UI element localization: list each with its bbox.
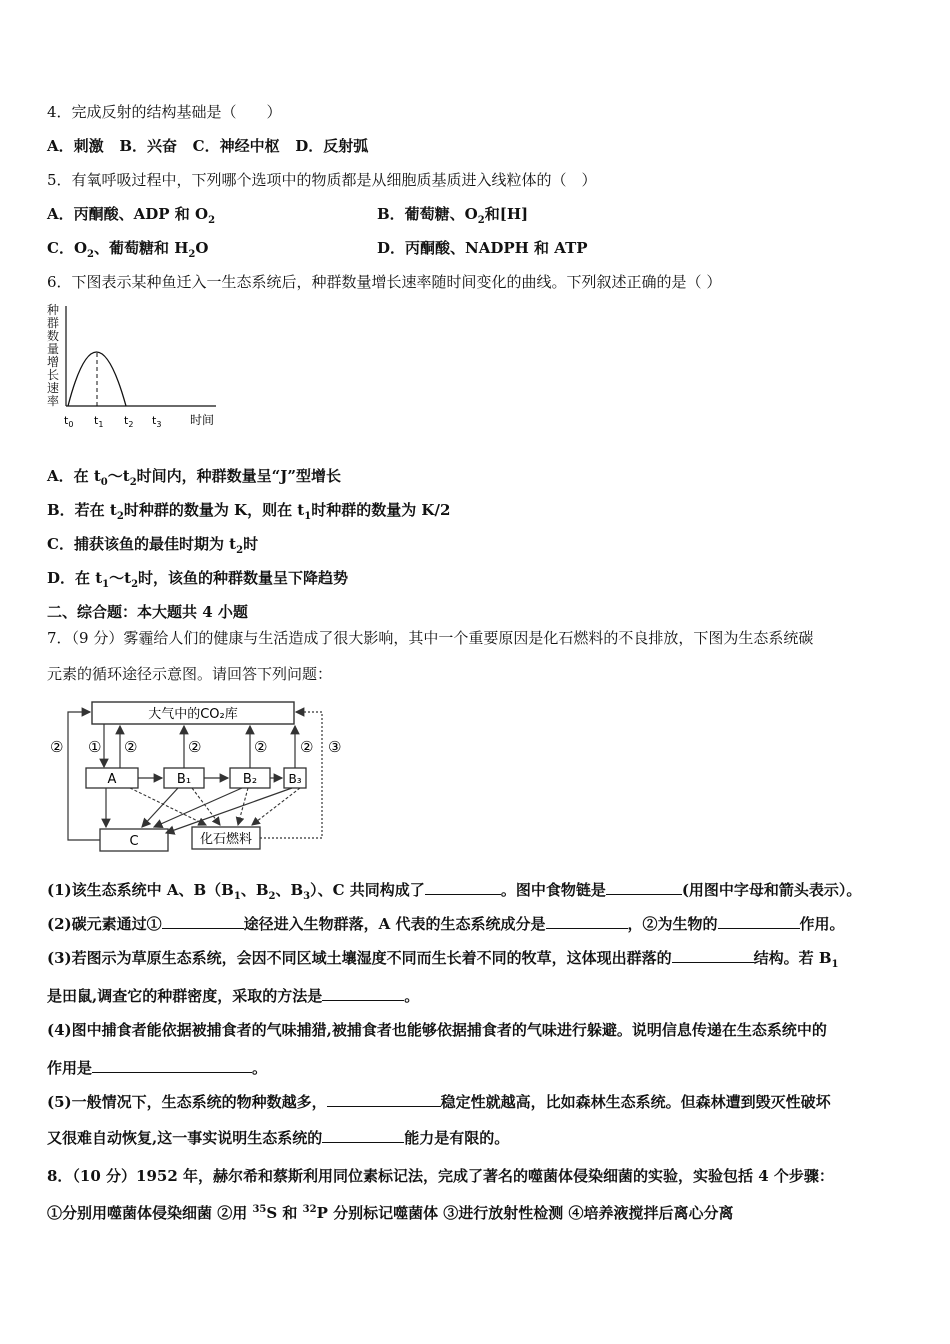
arrow-b3-to-c — [166, 788, 292, 833]
q4-option-b: B．兴奋 — [119, 137, 177, 155]
tick-t0: $t_0$ — [64, 414, 74, 429]
q6-option-a: A．在 $t_0\sim t_2$时间内，种群数量呈“J”型增长 — [47, 467, 342, 488]
q5-option-a: A．丙酮酸、ADP 和 $O_2$ — [47, 205, 216, 226]
q4-option-d: D．反射弧 — [295, 137, 369, 155]
q8-steps: ①分别用噬菌体侵染细菌 ②用 $^{35}$S 和 $^{32}$P 分别标记噬菌体 ③进行放射性检测 ④培养液搅拌后离心分离 — [47, 1204, 734, 1222]
tick-t3: $t_3$ — [152, 414, 162, 429]
answer-blank[interactable] — [425, 880, 501, 895]
node-b1-label: B₁ — [176, 772, 192, 787]
label-2-b1: ② — [188, 738, 202, 756]
answer-blank[interactable] — [322, 986, 404, 1001]
q7-sub5-line1: (5)一般情况下，生态系统的物种数越多， 稳定性就越高，比如森林生态系统。但森林遭到毁灭性破坏 — [47, 1093, 831, 1111]
arrow-b1-to-c — [142, 788, 178, 827]
ylabel-char: 速 — [47, 381, 60, 395]
q5-option-b: B．葡萄糖、$O_2$和[H] — [377, 205, 529, 226]
label-2-b2: ② — [254, 738, 268, 756]
q7-sub4-line1: (4)图中捕食者能依据被捕食者的气味捕猎,被捕食者也能够依据捕食者的气味进行躲避。说明信息传递在生态系统中的 — [47, 1021, 827, 1039]
q5-stem: 5．有氧呼吸过程中，下列哪个选项中的物质都是从细胞质基质进入线粒体的（ ） — [47, 171, 597, 189]
q7-stem-line2: 元素的循环途径示意图。请回答下列问题： — [47, 665, 333, 683]
node-b3-label: B₃ — [288, 772, 302, 786]
q6-option-d: D．在 $t_1\sim t_2$时，该鱼的种群数量呈下降趋势 — [47, 569, 349, 590]
node-b2-label: B₂ — [242, 772, 258, 787]
answer-blank[interactable] — [672, 948, 754, 963]
answer-blank[interactable] — [162, 914, 244, 929]
arrow-a-to-fossil — [130, 788, 206, 825]
label-2-a: ② — [124, 738, 138, 756]
label-3: ③ — [328, 738, 342, 756]
q7-sub3-line2: 是田鼠,调查它的种群密度，采取的方法是 。 — [47, 987, 420, 1005]
answer-blank[interactable] — [718, 914, 800, 929]
answer-blank[interactable] — [322, 1128, 404, 1143]
q7-sub3-line1: (3)若图示为草原生态系统，会因不同区域土壤湿度不同而生长着不同的牧草，这体现出群落的 结构。若 $B_1$ — [47, 949, 839, 970]
q5-option-c: C．$O_2$、葡萄糖和 $H_2O$ — [47, 239, 209, 260]
node-c-label: C — [129, 834, 139, 849]
co2-pool-label: 大气中的CO₂库 — [148, 707, 238, 722]
node-a-label: A — [107, 772, 117, 787]
ylabel-char: 种 — [47, 303, 60, 317]
tick-t1: $t_1$ — [94, 414, 104, 429]
answer-blank[interactable] — [327, 1092, 441, 1107]
ylabel-char: 增 — [47, 355, 60, 369]
q7-sub1: (1)该生态系统中 A、$B(B_1$、$B_2$、$B_3$）、C 共同构成了 。图中食物链是 (用图中字母和箭头表示）。 — [47, 881, 862, 902]
q6-stem: 6．下图表示某种鱼迁入一生态系统后，种群数量增长速率随时间变化的曲线。下列叙述正确的是（ ） — [47, 273, 722, 291]
q4-options — [47, 136, 368, 156]
arrow-b1-to-fossil — [192, 788, 220, 825]
q7-sub2: (2)碳元素通过① 途径进入生物群落，A 代表的生态系统成分是 ，②为生物的 作用。 — [47, 915, 845, 933]
growth-rate-chart — [44, 302, 224, 432]
q7-sub4-line2: 作用是 。 — [47, 1059, 268, 1077]
ylabel-char: 数 — [47, 329, 60, 343]
answer-blank[interactable] — [546, 914, 628, 929]
label-1: ① — [88, 738, 102, 756]
q6-option-c: C．捕获该鱼的最佳时期为 $t_2$时 — [47, 535, 259, 556]
q4-option-c: C．神经中枢 — [192, 137, 280, 155]
chart-xlabel: 时间 — [190, 413, 215, 427]
answer-blank[interactable] — [606, 880, 682, 895]
fossil-fuel-label: 化石燃料 — [199, 832, 253, 847]
label-2-left: ② — [50, 738, 64, 756]
q6-option-b: B．若在 $t_2$时种群的数量为 K，则在 $t_1$时种群的数量为 K/2 — [47, 501, 451, 522]
q7-sub5-line2: 又很难自动恢复,这一事实说明生态系统的 能力是有限的。 — [47, 1129, 510, 1147]
ylabel-char: 率 — [47, 394, 60, 408]
q8-stem: 8．（10 分）1952 年，赫尔希和蔡斯利用同位素标记法，完成了著名的噬菌体侵染细菌的实验，实验包括 4 个步骤： — [47, 1167, 834, 1185]
ylabel-char: 量 — [47, 342, 60, 356]
chart-ylabel — [47, 303, 59, 408]
q5-option-d: D．丙酮酸、NADPH 和 ATP — [377, 239, 588, 257]
ylabel-char: 长 — [47, 368, 60, 382]
q7-stem-line1: 7．（9 分）雾霾给人们的健康与生活造成了很大影响，其中一个重要原因是化石燃料的不良排放，下图为生态系统碳 — [47, 629, 814, 647]
section-heading: 二、综合题：本大题共 4 小题 — [47, 603, 248, 621]
tick-t2: $t_2$ — [124, 414, 134, 429]
ylabel-char: 群 — [47, 316, 60, 330]
label-2-b3: ② — [300, 738, 314, 756]
answer-blank[interactable] — [92, 1058, 252, 1073]
q4-option-a: A．刺激 — [47, 137, 104, 155]
carbon-cycle-diagram — [46, 696, 356, 862]
q4-stem: 4．完成反射的结构基础是（ ） — [47, 103, 282, 121]
